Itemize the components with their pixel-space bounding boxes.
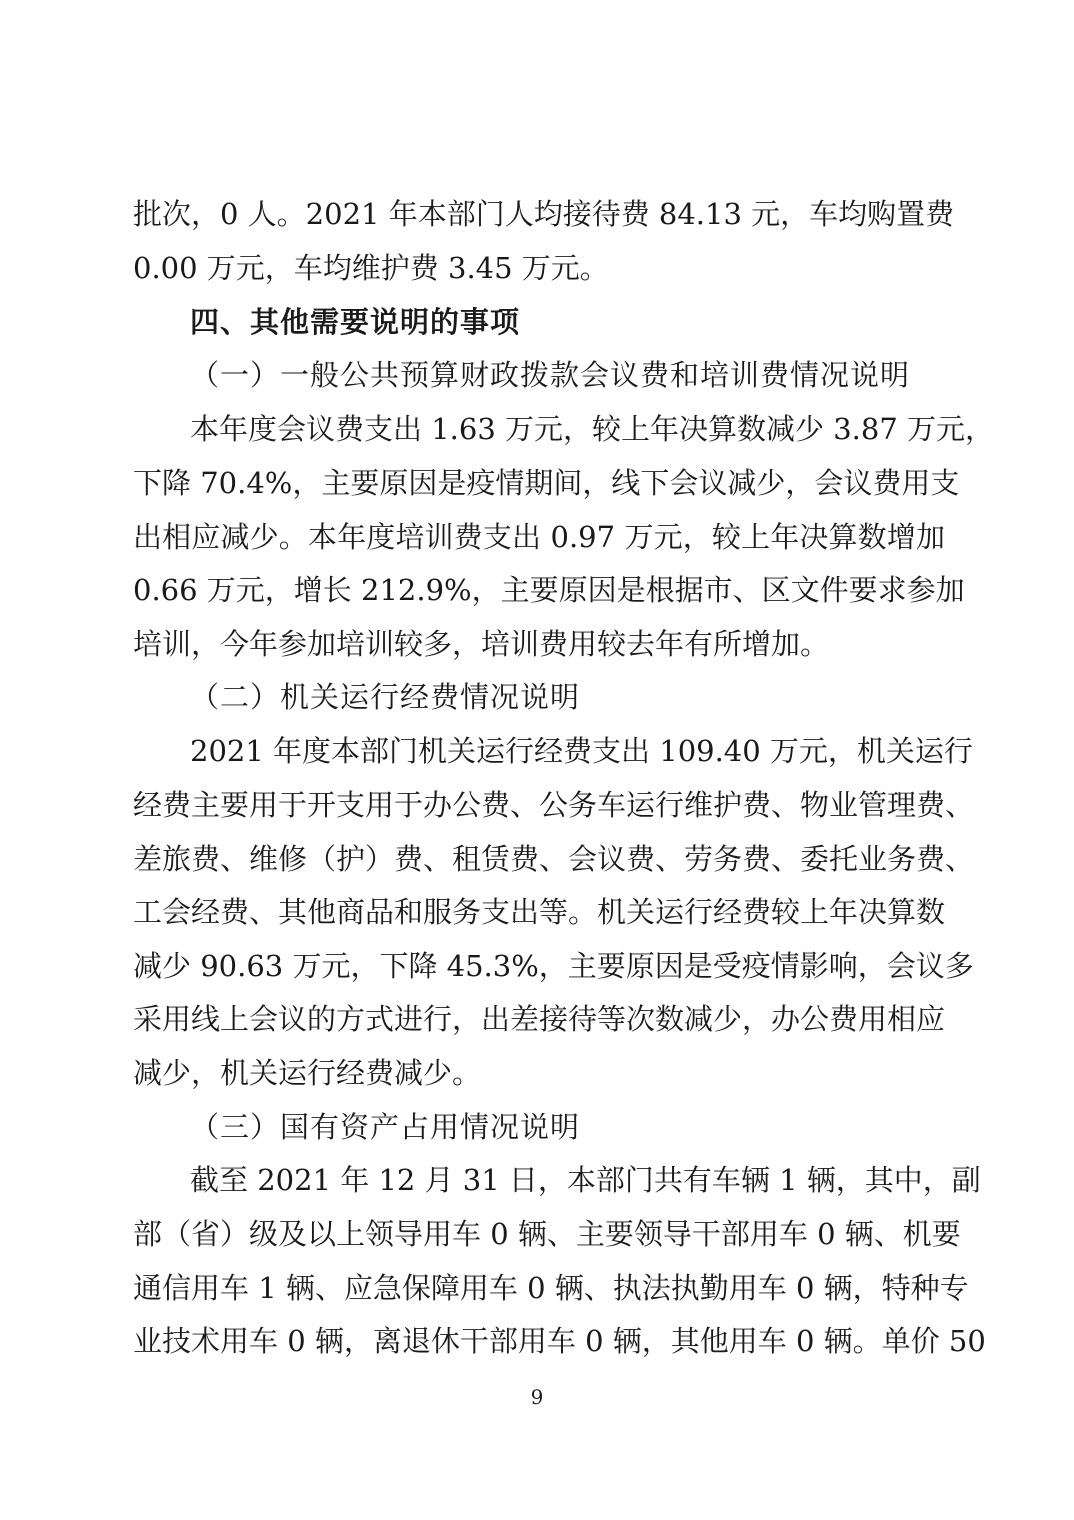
paragraph-line: 下降 70.4%，主要原因是疫情期间，线下会议减少，会议费用支 xyxy=(133,466,960,500)
paragraph-line: 0.66 万元，增长 212.9%，主要原因是根据市、区文件要求参加 xyxy=(133,573,965,607)
paragraph-line: 采用线上会议的方式进行，出差接待等次数减少，办公费用相应 xyxy=(133,1002,946,1036)
paragraph-line: 经费主要用于开支用于办公费、公务车运行维护费、物业管理费、 xyxy=(133,788,975,822)
paragraph-line: 减少，机关运行经费减少。 xyxy=(133,1056,482,1090)
section-heading: 四、其他需要说明的事项 xyxy=(190,305,521,339)
paragraph-line: 减少 90.63 万元，下降 45.3%，主要原因是受疫情影响，会议多 xyxy=(133,949,974,983)
paragraph-line: 工会经费、其他商品和服务支出等。机关运行经费较上年决算数 xyxy=(133,895,946,929)
paragraph-line: 截至 2021 年 12 月 31 日，本部门共有车辆 1 辆，其中，副 xyxy=(190,1163,981,1197)
paragraph-line: 0.00 万元，车均维护费 3.45 万元。 xyxy=(133,251,609,285)
paragraph-line: 2021 年度本部门机关运行经费支出 109.40 万元，机关运行 xyxy=(190,734,973,768)
paragraph-line: 出相应减少。本年度培训费支出 0.97 万元，较上年决算数增加 xyxy=(133,520,945,554)
paragraph-line: 通信用车 1 辆、应急保障用车 0 辆、执法执勤用车 0 辆，特种专 xyxy=(133,1271,969,1305)
paragraph-line: 培训，今年参加培训较多，培训费用较去年有所增加。 xyxy=(133,627,830,661)
subsection-heading: （二）机关运行经费情况说明 xyxy=(190,680,581,714)
paragraph-line: 本年度会议费支出 1.63 万元，较上年决算数减少 3.87 万元， xyxy=(190,412,995,446)
subsection-heading: （一）一般公共预算财政拨款会议费和培训费情况说明 xyxy=(190,358,911,392)
paragraph-line: 批次，0 人。2021 年本部门人均接待费 84.13 元，车均购置费 xyxy=(133,197,955,231)
paragraph-line: 差旅费、维修（护）费、租赁费、会议费、劳务费、委托业务费、 xyxy=(133,842,975,876)
subsection-heading: （三）国有资产占用情况说明 xyxy=(190,1110,581,1144)
page-number: 9 xyxy=(530,1385,544,1409)
paragraph-line: 业技术用车 0 辆，离退休干部用车 0 辆，其他用车 0 辆。单价 50 xyxy=(133,1324,986,1358)
paragraph-line: 部（省）级及以上领导用车 0 辆、主要领导干部用车 0 辆、机要 xyxy=(133,1217,961,1251)
